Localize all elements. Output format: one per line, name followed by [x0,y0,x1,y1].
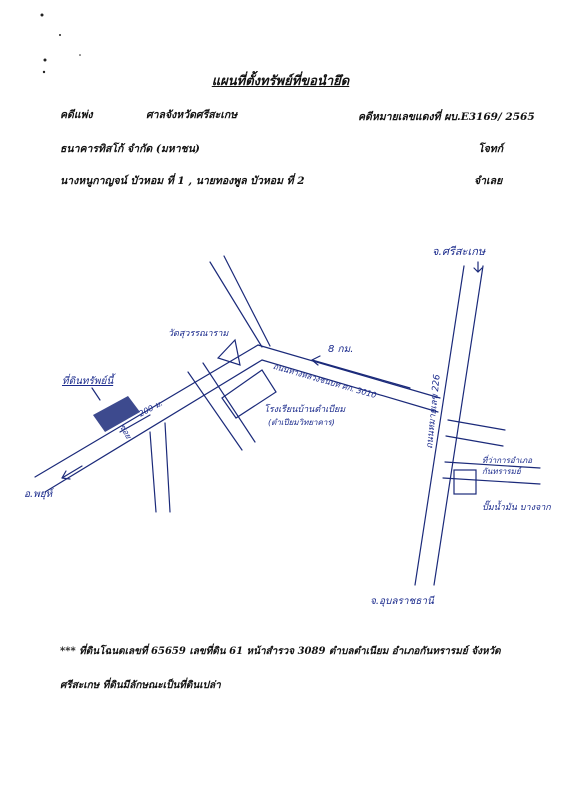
highway-226-left [415,266,464,585]
east-branch-2-bottom [443,478,540,484]
footer-line-2: ศรีสะเกษ ที่ดินมีลักษณะเป็นที่ดินเปล่า [60,680,221,691]
north-branch-right [224,256,270,346]
document-title: แผนที่ตั้งทรัพย์ที่ขอนำยึด [211,74,350,89]
east-branch-1-bottom [446,436,503,446]
court-name: ศาลจังหวัดศรีสะเกษ [146,109,238,121]
west-direction-label: อ.พยุห์ [24,489,53,500]
highway-226-right [434,266,483,585]
temple-symbol [218,340,240,365]
distance-arrowhead [312,356,320,365]
gas-station-box [454,470,476,494]
south-stub-left [150,432,156,512]
defendant-role: จำเลย [474,175,503,187]
school-sub-label: (ตำเปียมวิทยาคาร) [268,418,335,427]
temple-label: วัดสุวรรณาราม [168,329,229,339]
case-number: คดีหมายเลขแดงที่ ผบ.E3169/ 2565 [358,111,535,123]
court-label: คดีแพ่ง [60,109,93,121]
school-label: โรงเรียนบ้านตำเบียม [264,405,346,415]
rural-road-label: ถนนทางหลวงชนบท ศก. 3010 [271,361,378,401]
north-arrow [474,262,482,272]
south-direction-label: จ.อุบลราชธานี [370,596,434,607]
distance-label: 8 กม. [328,344,354,355]
property-label: ที่ดินทรัพย์นี้ [62,376,114,387]
plaintiff-role: โจทก์ [478,143,504,155]
cross-road-right [203,363,255,442]
property-pointer [92,388,100,400]
east-branch-1-top [448,420,505,430]
district-office-label: ที่ว่าการอำเภอกันทรารมย์ [482,456,532,476]
small-distance-label: 200 ม. [137,398,165,419]
lane-label: ซอย [117,422,134,441]
plaintiff-name: ธนาคารทิสโก้ จำกัด (มหาชน) [60,143,200,155]
south-stub-right [165,423,170,512]
north-direction-label: จ.ศรีสะเกษ [432,245,486,258]
highway-label: ถนนหมายเลข 226 [424,373,443,450]
gas-station-label: ปั๊มน้ำมัน บางจาก [482,503,551,513]
defendant-names: นางหนูกาญจน์ บัวหอม ที่ 1 , นายทองพูล บัวหอม ที่ 2 [60,175,305,187]
footer-line-1: *** ที่ดินโฉนดเลขที่ 65659 เลขที่ดิน 61 หน้าสำรวจ 3089 ตำบลตำเนียม อำเภอกันทรารมย์ จังหวัด [60,646,501,657]
